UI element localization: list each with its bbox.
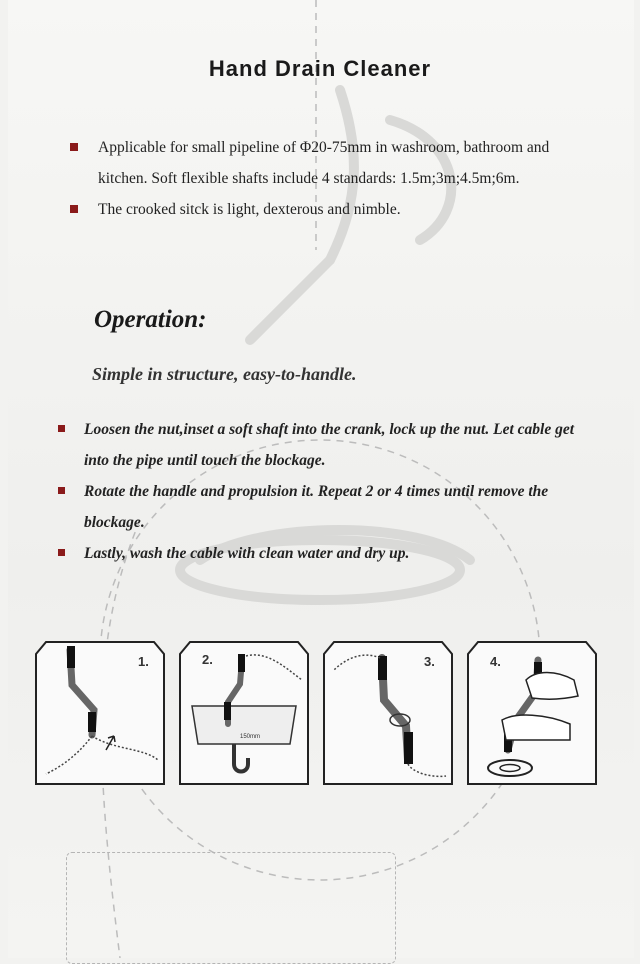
diagram-panel-3 [322,640,454,786]
step-item [58,538,578,569]
diagram-number: 3. [424,654,435,669]
operation-subheading: Simple in structure, easy-to-handle. [92,364,357,384]
bullet-square-icon [70,205,78,213]
diagram-panel-1 [34,640,166,786]
step-text: Lastly, wash the cable with clean water and dry up. [84,545,410,562]
sink-drain-illustration [178,640,310,786]
diagram-number: 1. [138,654,149,669]
diagram-number: 4. [490,654,501,669]
feature-text: Applicable for small pipeline of Φ20-75mm in washroom, bathroom and kitchen. Soft flexible shafts include 4 standards: 1.5m;3m;4.5m;6m. [98,139,550,187]
dashed-window-outline [66,852,396,964]
step-item [58,414,578,476]
feature-list [70,132,570,225]
diagram-panel-4 [466,640,598,786]
step-text: Rotate the handle and propulsion it. Repeat 2 or 4 times until remove the blockage. [84,483,549,531]
hands-pull-illustration [466,640,598,786]
feature-item [70,194,570,225]
bullet-square-icon [58,487,65,494]
diagram-number: 2. [202,652,213,667]
bullet-square-icon [70,143,78,151]
bullet-square-icon [58,549,65,556]
step-text: Loosen the nut,inset a soft shaft into the crank, lock up the nut. Let cable get into the pipe until touch the blockage. [84,421,575,469]
step-item [58,476,578,538]
feature-item [70,132,570,194]
feature-text: The crooked sitck is light, dexterous and nimble. [98,201,401,218]
operation-steps [58,414,578,569]
diagram-panel-2 [178,640,310,786]
measurement-label: 150mm [240,734,261,740]
bullet-square-icon [58,425,65,432]
product-title: Hand Drain Cleaner [208,56,432,81]
operation-heading: Operation: [94,306,207,333]
